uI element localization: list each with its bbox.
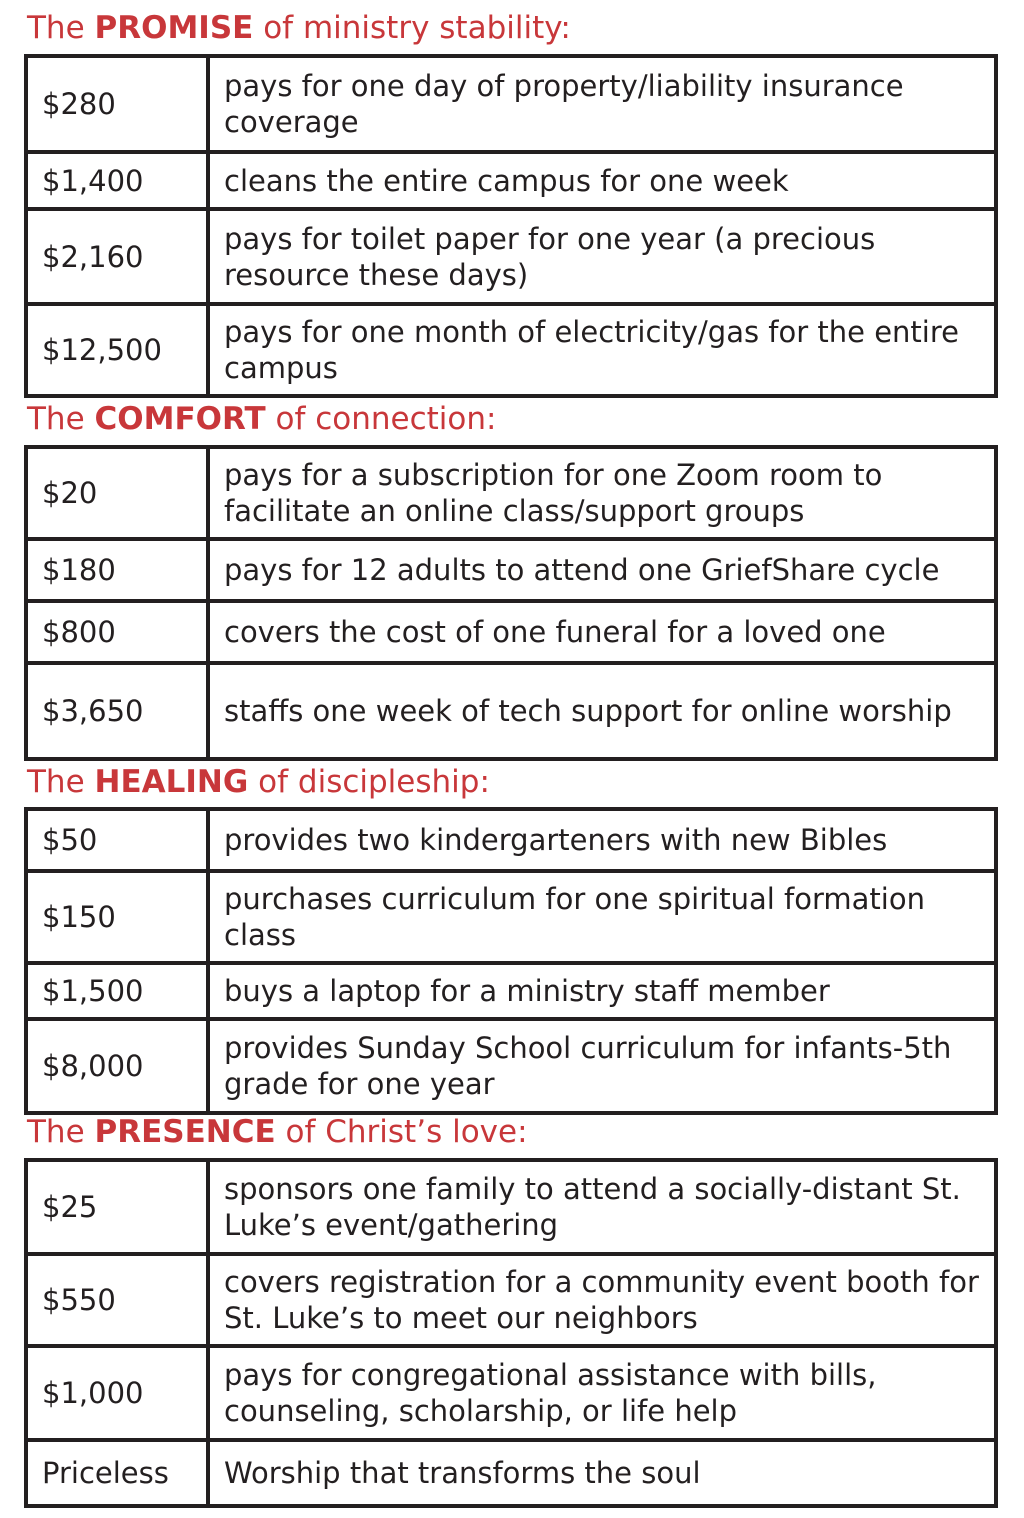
amount-cell: $12,500 [26, 304, 208, 396]
amount-cell: $8,000 [26, 1019, 208, 1113]
amount-cell: $1,500 [26, 963, 208, 1019]
description-cell: pays for toilet paper for one year (a precious resource these days) [208, 209, 996, 304]
description-cell: provides two kindergarteners with new Bibles [208, 809, 996, 871]
description-cell: covers the cost of one funeral for a loved one [208, 601, 996, 663]
table-row [26, 1019, 996, 1113]
section-heading-comfort [27, 401, 496, 437]
presence-table [24, 1158, 998, 1508]
heading-suffix: of connection: [265, 401, 497, 437]
description-cell: pays for a subscription for one Zoom room to facilitate an online class/support groups [208, 447, 996, 539]
table-row [26, 871, 996, 963]
description-cell: pays for congregational assistance with bills, counseling, scholarship, or life help [208, 1346, 996, 1440]
table-row [26, 963, 996, 1019]
section-heading-promise [27, 10, 571, 46]
amount-cell: Priceless [26, 1440, 208, 1506]
amount-cell: $1,000 [26, 1346, 208, 1440]
section-heading-healing [27, 764, 490, 800]
heading-prefix: The [27, 10, 95, 46]
description-cell: Worship that transforms the soul [208, 1440, 996, 1506]
table-row [26, 304, 996, 396]
heading-prefix: The [27, 764, 95, 800]
amount-cell: $20 [26, 447, 208, 539]
heading-keyword: HEALING [94, 764, 249, 800]
table-row [26, 1160, 996, 1254]
promise-table [24, 54, 998, 398]
table-row [26, 447, 996, 539]
description-cell: pays for one day of property/liability insurance coverage [208, 56, 996, 152]
amount-cell: $550 [26, 1254, 208, 1346]
amount-cell: $800 [26, 601, 208, 663]
table-row [26, 1254, 996, 1346]
table-row [26, 1440, 996, 1506]
amount-cell: $280 [26, 56, 208, 152]
heading-keyword: PROMISE [94, 10, 254, 46]
table-row [26, 152, 996, 209]
table-row [26, 1346, 996, 1440]
description-cell: staffs one week of tech support for online worship [208, 663, 996, 759]
amount-cell: $2,160 [26, 209, 208, 304]
section-heading-presence [27, 1114, 528, 1150]
heading-suffix: of discipleship: [248, 764, 490, 800]
heading-keyword: PRESENCE [94, 1114, 276, 1150]
heading-suffix: of Christ’s love: [275, 1114, 528, 1150]
table-row [26, 56, 996, 152]
healing-table [24, 807, 998, 1115]
description-cell: pays for one month of electricity/gas for the entire campus [208, 304, 996, 396]
heading-suffix: of ministry stability: [253, 10, 571, 46]
amount-cell: $50 [26, 809, 208, 871]
description-cell: buys a laptop for a ministry staff member [208, 963, 996, 1019]
amount-cell: $25 [26, 1160, 208, 1254]
description-cell: pays for 12 adults to attend one GriefShare cycle [208, 539, 996, 601]
table-row [26, 663, 996, 759]
amount-cell: $180 [26, 539, 208, 601]
amount-cell: $1,400 [26, 152, 208, 209]
description-cell: covers registration for a community event booth for St. Luke’s to meet our neighbors [208, 1254, 996, 1346]
comfort-table [24, 445, 998, 761]
table-row [26, 209, 996, 304]
table-row [26, 809, 996, 871]
heading-prefix: The [27, 401, 95, 437]
heading-keyword: COMFORT [94, 401, 266, 437]
amount-cell: $3,650 [26, 663, 208, 759]
description-cell: provides Sunday School curriculum for infants-5th grade for one year [208, 1019, 996, 1113]
description-cell: cleans the entire campus for one week [208, 152, 996, 209]
description-cell: sponsors one family to attend a socially-distant St. Luke’s event/gathering [208, 1160, 996, 1254]
amount-cell: $150 [26, 871, 208, 963]
heading-prefix: The [27, 1114, 95, 1150]
table-row [26, 539, 996, 601]
description-cell: purchases curriculum for one spiritual formation class [208, 871, 996, 963]
table-row [26, 601, 996, 663]
